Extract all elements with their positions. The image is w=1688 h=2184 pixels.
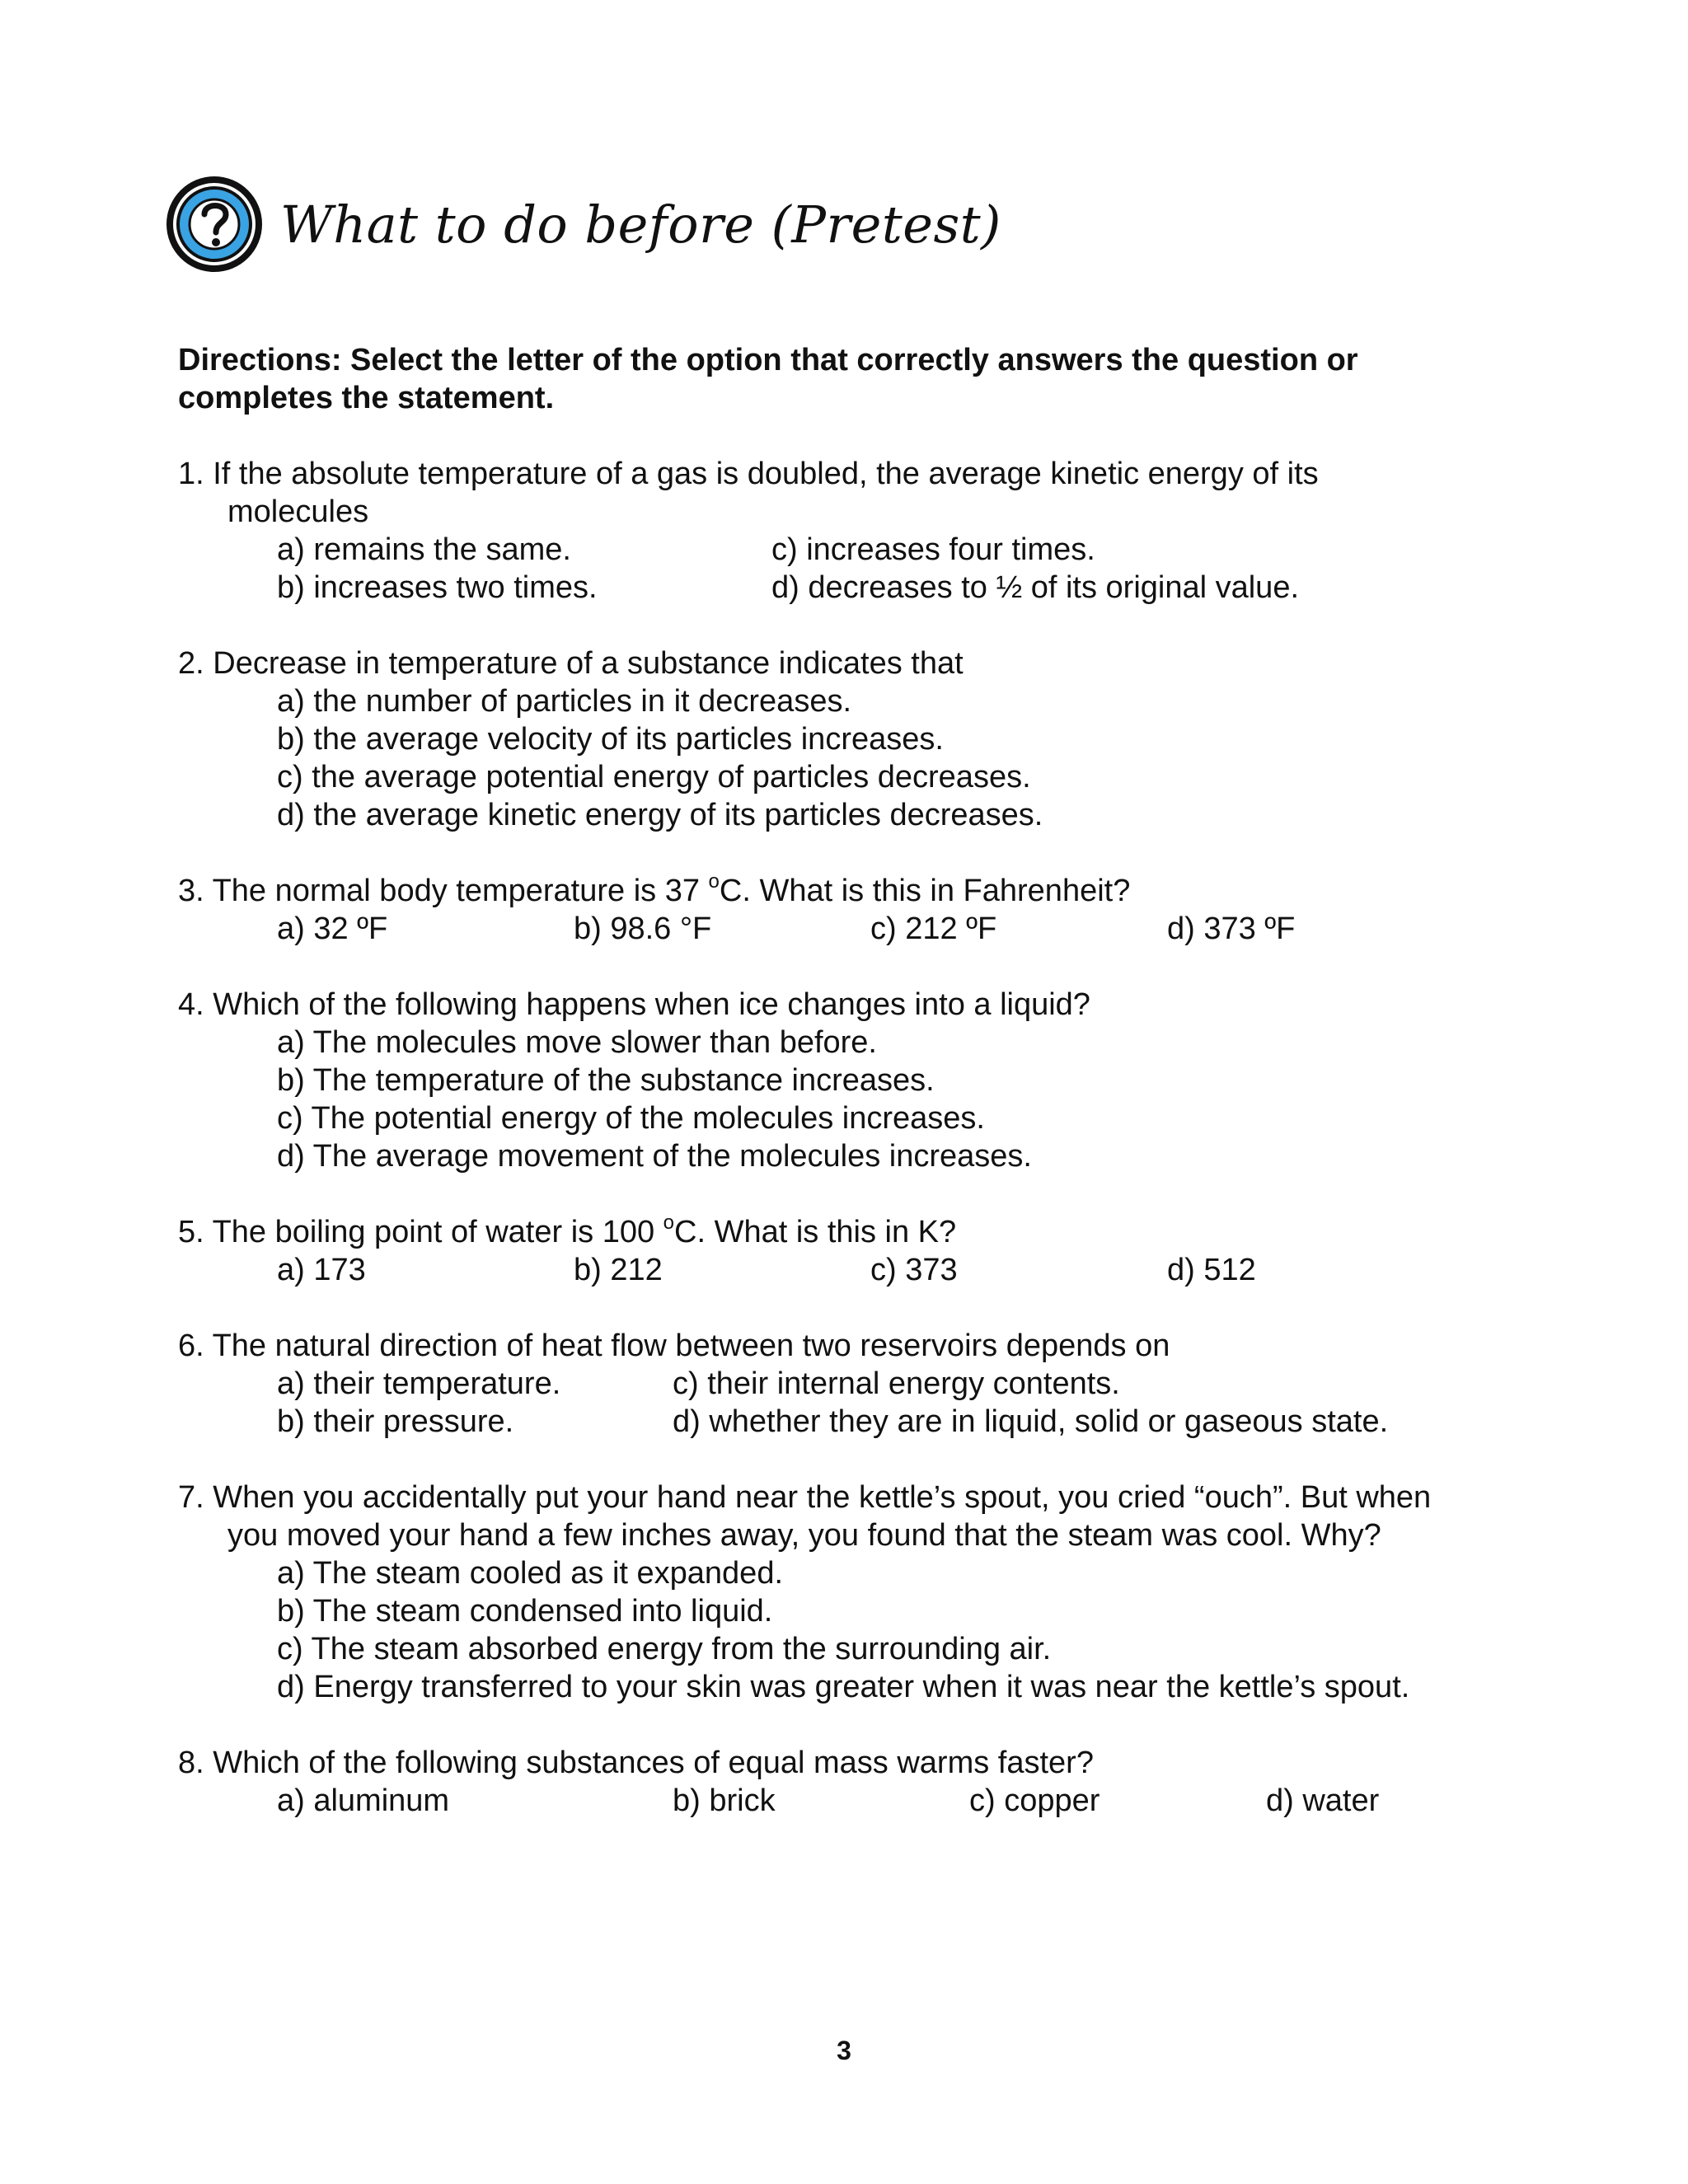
option-d[interactable]: d) Energy transferred to your skin was greater when it was near the kettle’s spout.: [277, 1670, 1410, 1704]
stem-text: C. What is this in K?: [674, 1215, 957, 1249]
option-b[interactable]: b) the average velocity of its particles increases.: [277, 722, 944, 757]
option-d[interactable]: d) decreases to ½ of its original value.: [771, 570, 1300, 605]
option-a[interactable]: a) 173: [277, 1253, 366, 1287]
question-stem: 1. If the absolute temperature of a gas is doubled, the average kinetic energy of its: [178, 457, 1319, 491]
option-c[interactable]: c) The steam absorbed energy from the surrounding air.: [277, 1632, 1052, 1666]
option-a[interactable]: a) 32 ºF: [277, 912, 388, 946]
stem-text: C. What is this in Fahrenheit?: [719, 874, 1131, 908]
question-stem: 7. When you accidentally put your hand near the kettle’s spout, you cried “ouch”. But when: [178, 1480, 1432, 1515]
section-title: What to do before (Pretest): [280, 194, 1001, 255]
question-1: [178, 455, 1530, 607]
option-c[interactable]: c) The potential energy of the molecules increases.: [277, 1101, 985, 1136]
option-c[interactable]: c) 212 ºF: [870, 912, 997, 946]
question-6: [178, 1327, 1530, 1441]
option-group: [178, 1024, 1530, 1175]
question-stem: 8. Which of the following substances of equal mass warms faster?: [178, 1746, 1094, 1780]
option-b[interactable]: b) 98.6 °F: [574, 912, 712, 946]
question-mark-icon: [163, 173, 265, 275]
question-8: [178, 1744, 1530, 1820]
question-stem: [178, 1213, 1530, 1251]
option-a[interactable]: a) The steam cooled as it expanded.: [277, 1556, 784, 1591]
stem-text: 5. The boiling point of water is 100: [178, 1215, 663, 1249]
question-stem: 2. Decrease in temperature of a substance indicates that: [178, 646, 964, 681]
question-4: [178, 986, 1530, 1175]
option-c[interactable]: c) copper: [969, 1783, 1100, 1818]
option-d[interactable]: d) water: [1266, 1783, 1380, 1818]
option-b[interactable]: b) The steam condensed into liquid.: [277, 1594, 773, 1629]
question-list: [178, 455, 1530, 1858]
option-b[interactable]: b) 212: [574, 1253, 663, 1287]
option-group: [178, 1251, 1530, 1289]
option-b[interactable]: b) brick: [673, 1783, 776, 1818]
option-d[interactable]: d) the average kinetic energy of its particles decreases.: [277, 798, 1043, 832]
option-a[interactable]: a) the number of particles in it decreases.: [277, 684, 852, 719]
option-c[interactable]: c) the average potential energy of particles decreases.: [277, 760, 1031, 794]
question-stem-continued: molecules: [227, 494, 369, 529]
option-group: [178, 682, 1530, 834]
option-group: [178, 1782, 1530, 1820]
question-7: [178, 1479, 1530, 1706]
option-d[interactable]: d) whether they are in liquid, solid or gaseous state.: [673, 1404, 1389, 1439]
degree-superscript: o: [663, 1212, 675, 1234]
option-b[interactable]: b) increases two times.: [277, 570, 598, 605]
degree-superscript: o: [708, 870, 720, 893]
page-number: 3: [837, 2036, 851, 2065]
question-5: [178, 1213, 1530, 1289]
directions-text: Directions: Select the letter of the option that correctly answers the question or completes the statement.: [178, 343, 1358, 415]
question-3: [178, 872, 1530, 948]
option-group: [178, 1365, 1530, 1441]
option-c[interactable]: c) their internal energy contents.: [673, 1366, 1120, 1401]
option-group: [178, 531, 1530, 607]
question-2: [178, 644, 1530, 834]
option-d[interactable]: d) 373 ºF: [1167, 912, 1296, 946]
option-a[interactable]: a) The molecules move slower than before.: [277, 1025, 877, 1060]
option-d[interactable]: d) The average movement of the molecules increases.: [277, 1139, 1032, 1174]
question-stem: [178, 872, 1530, 910]
option-b[interactable]: b) their pressure.: [277, 1404, 514, 1439]
question-stem-continued: you moved your hand a few inches away, you found that the steam was cool. Why?: [227, 1518, 1381, 1553]
option-group: [178, 910, 1530, 948]
option-group: [178, 1554, 1530, 1706]
option-a[interactable]: a) remains the same.: [277, 532, 571, 567]
option-b[interactable]: b) The temperature of the substance increases.: [277, 1063, 935, 1098]
question-stem: 6. The natural direction of heat flow between two reservoirs depends on: [178, 1329, 1170, 1363]
stem-text: 3. The normal body temperature is 37: [178, 874, 709, 908]
question-stem: 4. Which of the following happens when ice changes into a liquid?: [178, 987, 1090, 1022]
option-a[interactable]: a) aluminum: [277, 1783, 450, 1818]
option-c[interactable]: c) 373: [870, 1253, 958, 1287]
option-a[interactable]: a) their temperature.: [277, 1366, 561, 1401]
section-header: [163, 173, 1001, 275]
option-d[interactable]: d) 512: [1167, 1253, 1256, 1287]
option-c[interactable]: c) increases four times.: [771, 532, 1095, 567]
